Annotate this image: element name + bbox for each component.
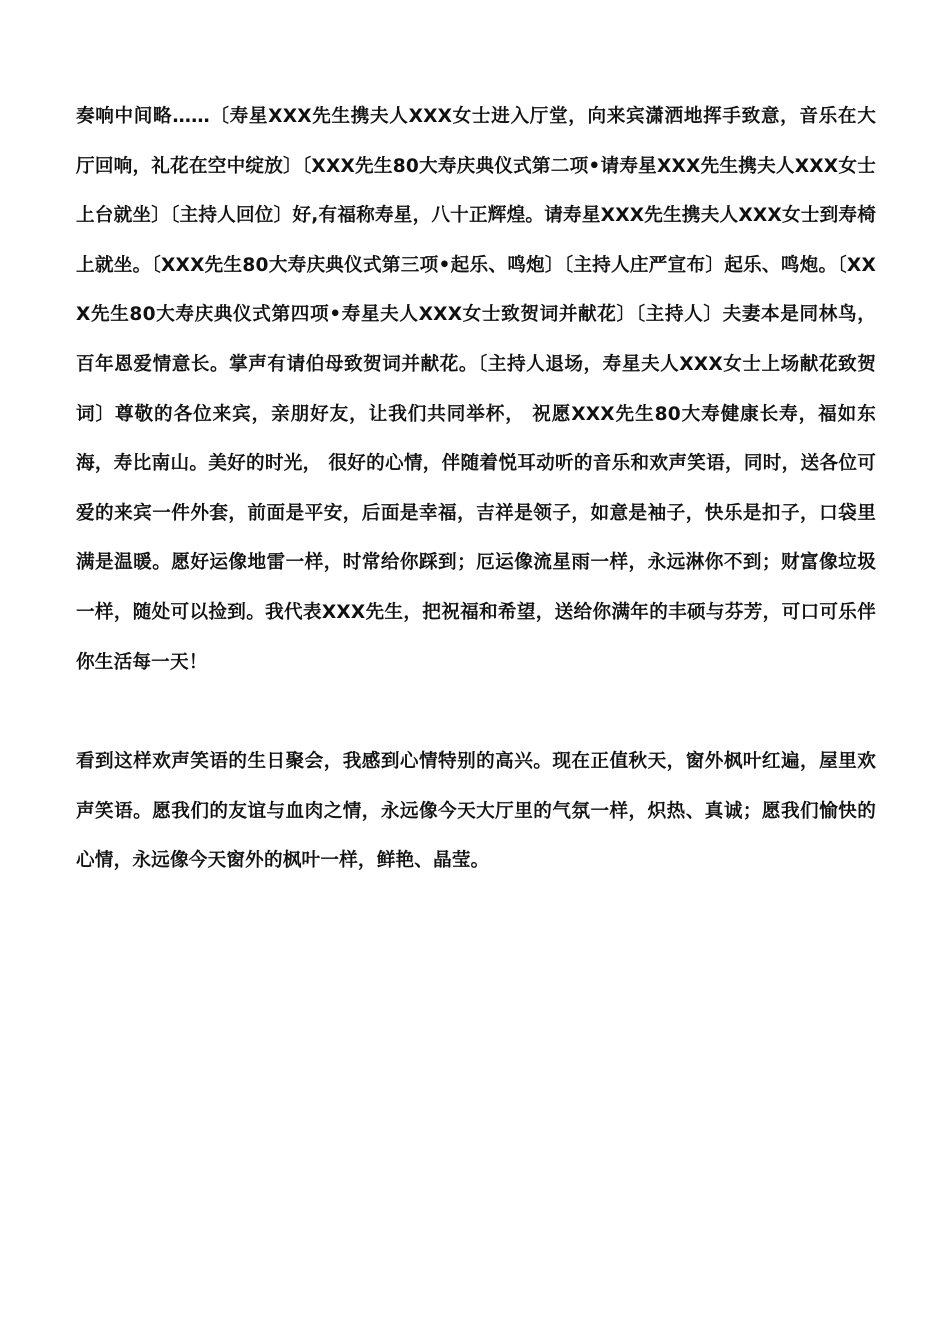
paragraph-ceremony-speech: 奏响中间略……〔寿星XXX先生携夫人XXX女士进入厅堂，向来宾潇洒地挥手致意，音乐在大厅回响，礼花在空中绽放〕〔XXX先生80大寿庆典仪式第二项•请寿星XXX先生携夫人XXX女士上台就坐〕〔主持人回位〕好,有福称寿星，八十正辉煌。请寿星XXX先生携夫人XXX女士到寿椅上就坐。〔XXX先生80大寿庆典仪式第三项•起乐、鸣炮〕〔主持人庄严宣布〕起乐、鸣炮。〔XXX先生80大寿庆典仪式第四项•寿星夫人XXX女士致贺词并献花〕〔主持人〕夫妻本是同林鸟，百年恩爱情意长。掌声有请伯母致贺词并献花。〔主持人退场，寿星夫人XXX女士上场献花致贺词〕尊敬的各位来宾，亲朋好友，让我们共同举杯， 祝愿XXX先生80大寿健康长寿，福如东海，寿比南山。美好的时光， 很好的心情，伴随着悦耳动听的音乐和欢声笑语，同时，送各位可爱的来宾一件外套，前面是平安，后面是幸福，吉祥是领子，如意是袖子，快乐是扣子，口袋里满是温暖。愿好运像地雷一样，时常给你踩到；厄运像流星雨一样，永远淋你不到；财富像垃圾一样，随处可以捡到。我代表XXX先生，把祝福和希望，送给你满年的丰硕与芬芳，可口可乐伴你生活每一天！ xyxy=(76,106,876,673)
paragraph-birthday-wishes: 看到这样欢声笑语的生日聚会，我感到心情特别的高兴。现在正值秋天，窗外枫叶红遍，屋里欢声笑语。愿我们的友谊与血肉之情，永远像今天大厅里的气氛一样，炽热、真诚；愿我们愉快的心情，永远像今天窗外的枫叶一样，鲜艳、晶莹。 xyxy=(76,751,876,872)
paragraph-spacer xyxy=(76,687,876,737)
document-body xyxy=(76,92,876,886)
